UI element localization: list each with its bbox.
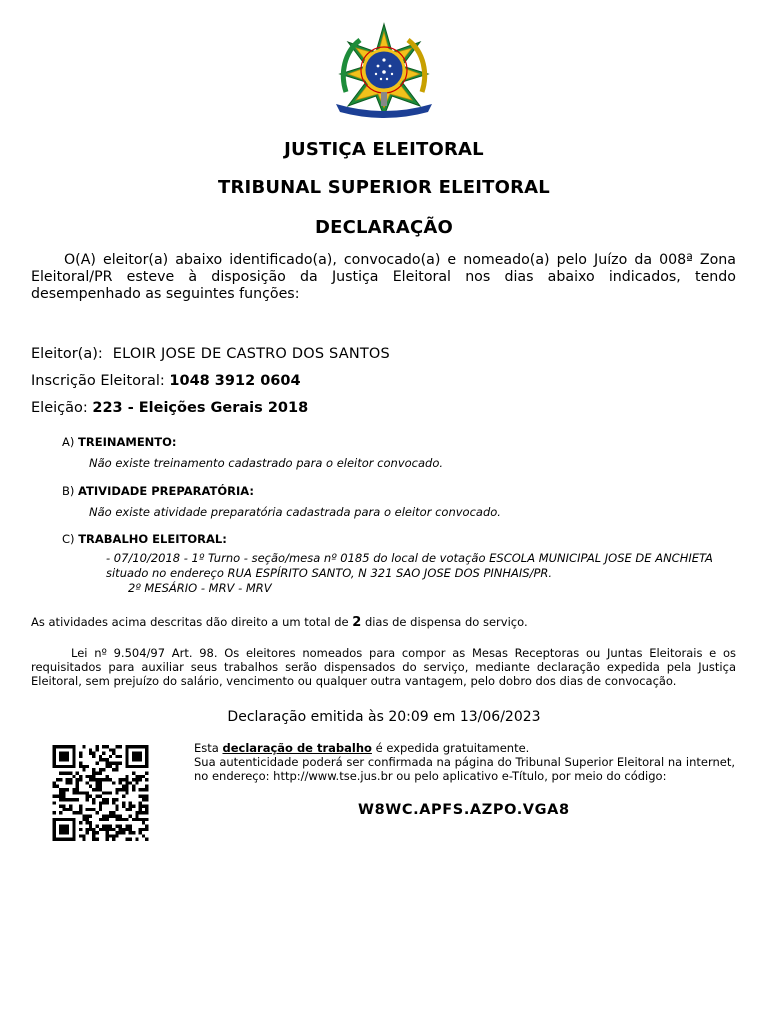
header-tribunal-superior-eleitoral: TRIBUNAL SUPERIOR ELEITORAL [218, 177, 550, 198]
section-electoral-work-title [62, 532, 227, 546]
header-justica-eleitoral: JUSTIÇA ELEITORAL [284, 139, 484, 160]
voter-name-row [31, 346, 390, 362]
auth-document-type: declaração de trabalho [222, 741, 372, 755]
section-training-text: Não existe treinamento cadastrado para o eleitor convocado. [89, 456, 444, 470]
voter-name-label: Eleitor(a): [31, 346, 103, 362]
registration-number: 1048 3912 0604 [169, 373, 301, 389]
authenticity-note [194, 741, 735, 783]
brazil-coat-of-arms-emblem [332, 22, 436, 118]
issued-timestamp: Declaração emitida às 20:09 em 13/06/2023 [227, 709, 541, 725]
section-preparatory-text: Não existe atividade preparatória cadastrada para o eleitor convocado. [89, 505, 501, 519]
voter-name: ELOIR JOSE DE CASTRO DOS SANTOS [112, 346, 390, 362]
dispensation-days-text [31, 615, 528, 630]
section-training-title [62, 435, 177, 449]
section-electoral-work-role: 2º MESÁRIO - MRV - MRV [128, 581, 272, 595]
registration-row [31, 373, 301, 389]
auth-verify-text: Sua autenticidade poderá ser confirmada na página do Tribunal Superior Eleitoral na internet, no endereço: http://www.tse.jus.br ou pelo aplicativo e-Título, por meio do código: [194, 755, 735, 783]
document-title: DECLARAÇÃO [314, 217, 454, 238]
election-row [31, 400, 308, 416]
section-a-letter: A) [62, 435, 75, 449]
section-b-heading: ATIVIDADE PREPARATÓRIA: [78, 484, 254, 498]
section-a-heading: TREINAMENTO: [78, 435, 177, 449]
auth-free-text: é expedida gratuitamente. [375, 741, 530, 755]
section-electoral-work-text: - 07/10/2018 - 1º Turno - seção/mesa nº 0185 do local de votação ESCOLA MUNICIPAL JOSE DE ANCHIETA situado no endereço RUA ESPÍRITO SANTO, N 321 SAO JOSE DOS PINHAIS/PR. [106, 551, 713, 580]
dispensation-prefix: As atividades acima descritas dão direito a um total de [31, 615, 349, 629]
intro-paragraph: O(A) eleitor(a) abaixo identificado(a), convocado(a) e nomeado(a) pelo Juízo da 008ª Zona Eleitoral/PR esteve à disposição da Justiça Eleitoral nos dias abaixo indicados, tendo desempenhado as seguintes funções: [31, 252, 736, 302]
section-c-letter: C) [62, 532, 75, 546]
election-value: 223 - Eleições Gerais 2018 [92, 400, 309, 416]
election-label: Eleição: [31, 400, 88, 416]
dispensation-suffix: dias de dispensa do serviço. [364, 615, 528, 629]
qr-code [50, 745, 151, 841]
section-b-letter: B) [62, 484, 75, 498]
section-preparatory-title [62, 484, 254, 498]
law-paragraph: Lei nº 9.504/97 Art. 98. Os eleitores nomeados para compor as Mesas Receptoras ou Juntas Eleitorais e os requisitados para auxiliar seus trabalhos serão dispensados do serviço, mediante declaração expedida pela Justiça Eleitoral, sem prejuízo do salário, vencimento ou qualquer outra vantagem, pelo dobro dos dias de convocação. [31, 646, 736, 688]
auth-esta: Esta [194, 741, 219, 755]
dispensation-days: 2 [352, 615, 362, 630]
registration-label: Inscrição Eleitoral: [31, 373, 165, 389]
section-c-heading: TRABALHO ELEITORAL: [78, 532, 227, 546]
verification-code: W8WC.APFS.AZPO.VGA8 [358, 802, 570, 818]
